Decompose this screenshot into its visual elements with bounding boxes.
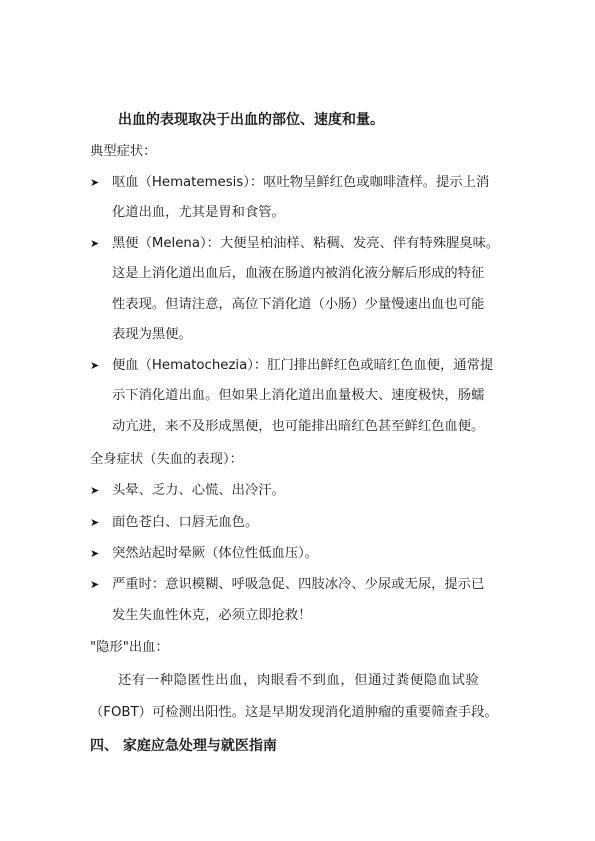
arrowhead-bullet-icon: ➤ (90, 516, 100, 529)
typical-item-1-line-2: 化道出血，尤其是胃和食管。 (112, 205, 285, 220)
typical-item-2-line-3: 性表现。但请注意，高位下消化道（小肠）少量慢速出血也可能 (112, 297, 485, 312)
typical-item-2-line-1: 黑便（Melena）：大便呈柏油样、粘稠、发亮、伴有特殊腥臭味。 (112, 236, 500, 251)
systemic-item-4-line-1: 严重时：意识模糊、呼吸急促、四肢冰冷、少尿或无尿，提示已 (112, 577, 485, 592)
systemic-item-3: 突然站起时晕厥（体位性低血压）。 (112, 546, 319, 561)
typical-symptoms-heading: 典型症状： (90, 144, 157, 159)
typical-item-2-line-2: 这是上消化道出血后，血液在肠道内被消化液分解后形成的特征 (112, 266, 485, 281)
hidden-paragraph-line-2: （FOBT）可检测出阳性。这是早期发现消化道肿瘤的重要筛查手段。 (90, 705, 498, 720)
typical-item-2-line-4: 表现为黑便。 (112, 327, 192, 342)
hidden-bleeding-heading: "隐形"出血： (90, 640, 169, 655)
arrowhead-bullet-icon: ➤ (90, 547, 100, 560)
arrowhead-bullet-icon: ➤ (90, 359, 100, 372)
arrowhead-bullet-icon: ➤ (90, 237, 100, 250)
systemic-item-2: 面色苍白、口唇无血色。 (112, 515, 259, 530)
typical-item-3-line-2: 示下消化道出血。但如果上消化道出血量极大、速度极快，肠蠕 (112, 388, 485, 403)
typical-item-3-line-1: 便血（Hematochezia）：肛门排出鲜红色或暗红色血便，通常提 (112, 358, 494, 373)
systemic-item-1: 头晕、乏力、心慌、出冷汗。 (112, 483, 285, 498)
arrowhead-bullet-icon: ➤ (90, 578, 100, 591)
systemic-symptoms-heading: 全身症状（失血的表现）： (90, 452, 243, 467)
hidden-paragraph-line-1: 还有一种隐匿性出血，肉眼看不到血，但通过粪便隐血试验 (118, 673, 480, 688)
intro-sentence: 出血的表现取决于出血的部位、速度和量。 (118, 112, 384, 128)
arrowhead-bullet-icon: ➤ (90, 484, 100, 497)
typical-item-1-line-1: 呕血（Hematemesis）：呕吐物呈鲜红色或咖啡渣样。提示上消 (112, 175, 490, 190)
typical-item-3-line-3: 动亢进，来不及形成黑便，也可能排出暗红色甚至鲜红色血便。 (112, 419, 485, 434)
systemic-item-4-line-2: 发生失血性休克，必须立即抢救！ (112, 608, 312, 623)
arrowhead-bullet-icon: ➤ (90, 176, 100, 189)
section-heading: 四、 家庭应急处理与就医指南 (90, 738, 277, 754)
